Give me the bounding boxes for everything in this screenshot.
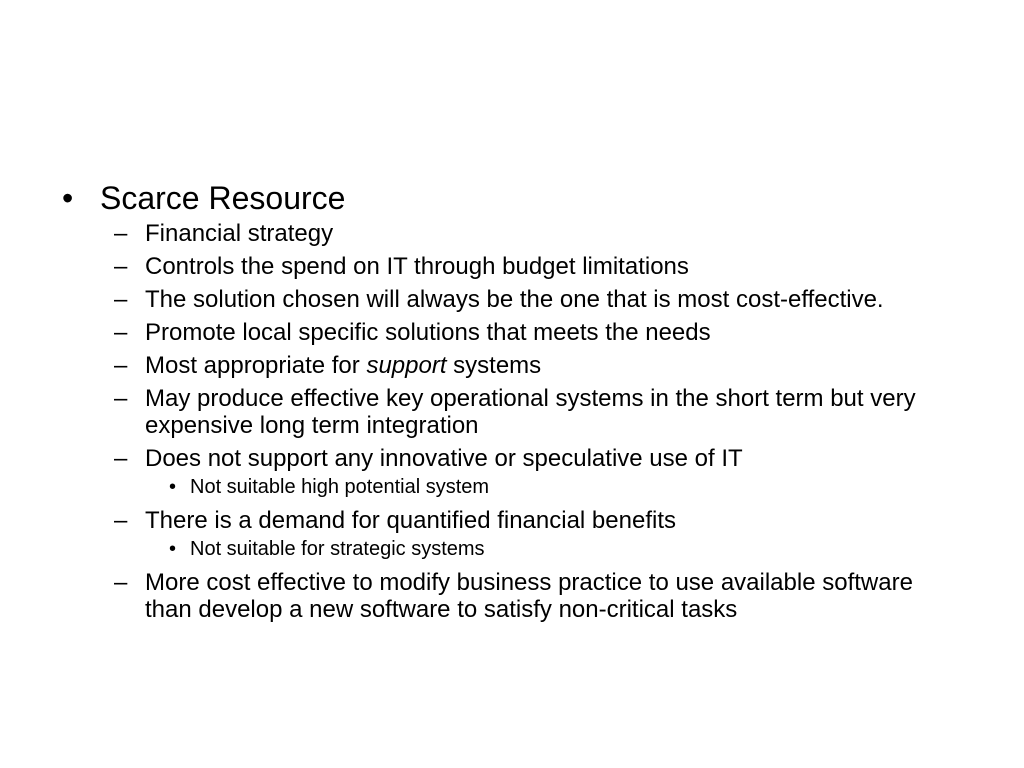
heading-bullet-item (62, 178, 982, 218)
list-item-text: May produce effective key operational systems in the short term but very expensive long term integration (145, 385, 916, 439)
list-item (62, 220, 955, 247)
bullet-marker: • (169, 476, 177, 498)
bullet-marker: • (62, 180, 74, 216)
list-item (62, 253, 955, 280)
list-item-text: Controls the spend on IT through budget limitations (145, 253, 689, 280)
heading-text: Scarce Resource (100, 180, 346, 216)
bullet-marker: • (169, 538, 177, 560)
list-item-text: Does not support any innovative or speculative use of IT (145, 445, 743, 472)
list-item (62, 507, 955, 534)
dash-marker: – (114, 319, 128, 346)
list-item (62, 385, 955, 439)
list-item-text-prefix: Most appropriate for (145, 352, 367, 379)
dash-marker: – (114, 385, 128, 412)
list-item (62, 445, 955, 472)
dash-marker: – (114, 253, 128, 280)
nested-list-item-text: Not suitable for strategic systems (190, 538, 485, 560)
dash-marker: – (114, 445, 128, 472)
list-item-text: Financial strategy (145, 220, 334, 247)
dash-marker: – (114, 286, 128, 313)
sub-bullet-list (62, 220, 982, 623)
dash-marker: – (114, 507, 128, 534)
dash-marker: – (114, 352, 128, 379)
list-item-text: More cost effective to modify business practice to use available software than develop a new software to satisfy non-critical tasks (145, 569, 913, 623)
list-item (62, 286, 955, 313)
slide-content (62, 178, 982, 629)
nested-list-item (62, 537, 982, 561)
list-item (62, 352, 955, 379)
list-item-text-suffix: systems (446, 352, 542, 379)
dash-marker: – (114, 569, 128, 596)
list-item-text: There is a demand for quantified financial benefits (145, 507, 676, 534)
list-item (62, 319, 955, 346)
nested-list-item-text: Not suitable high potential system (190, 476, 490, 498)
list-item-text: Promote local specific solutions that meets the needs (145, 319, 711, 346)
list-item-emphasis: support (366, 352, 447, 379)
list-item (62, 569, 955, 623)
dash-marker: – (114, 220, 128, 247)
list-item-text: The solution chosen will always be the one that is most cost-effective. (145, 286, 884, 313)
nested-list-item (62, 475, 982, 499)
